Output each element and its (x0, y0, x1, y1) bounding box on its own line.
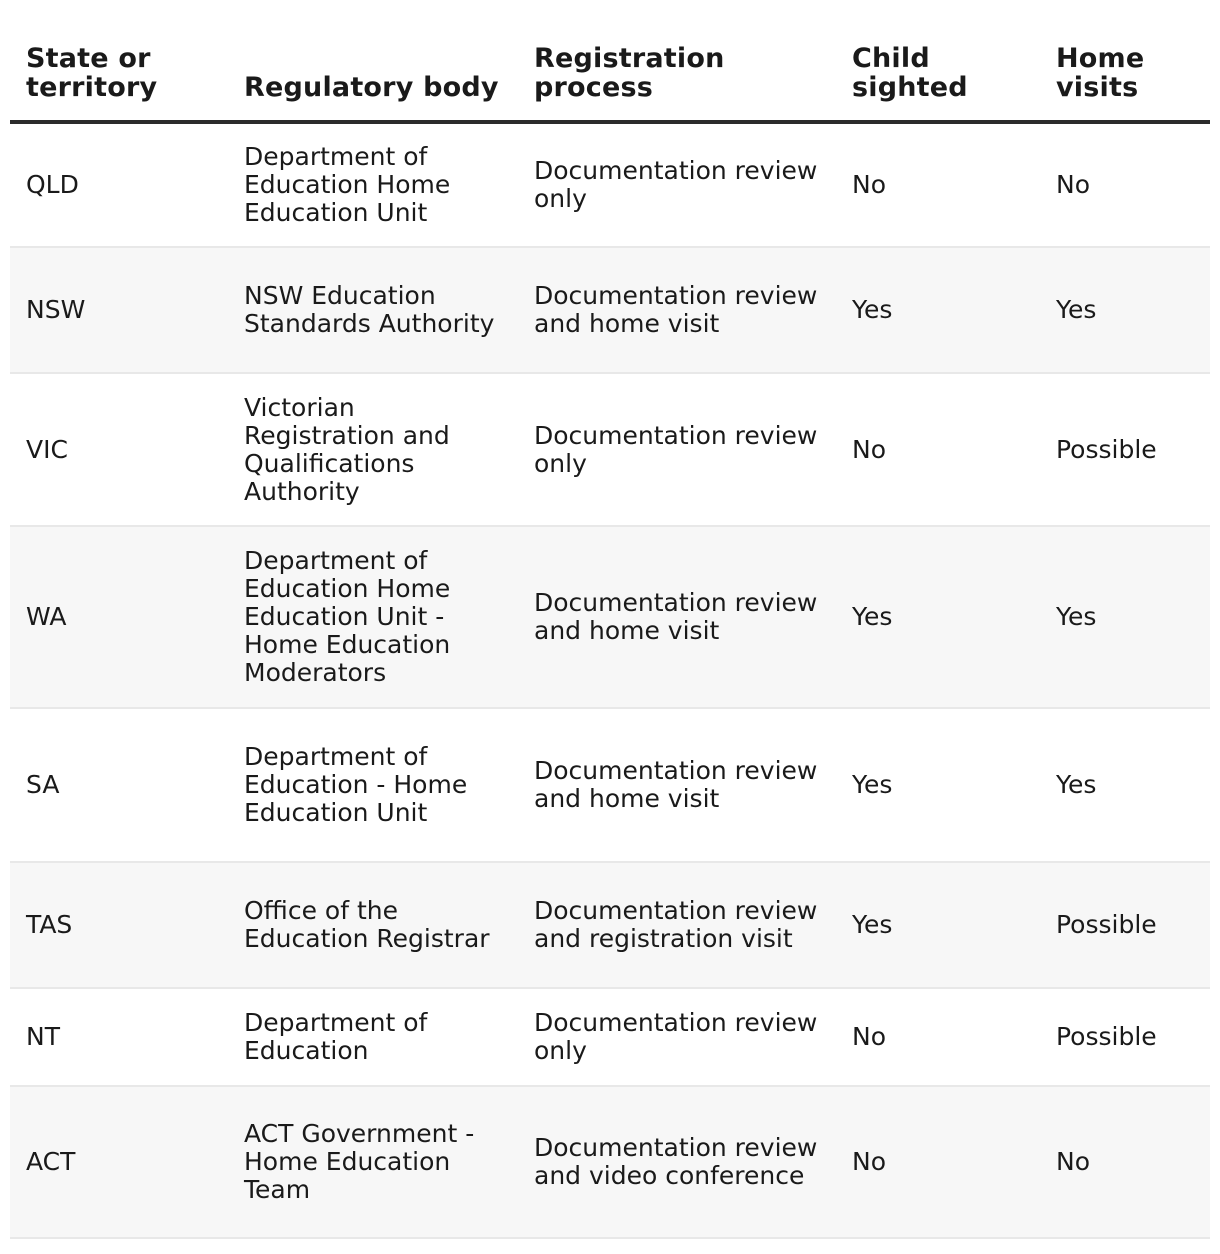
cell-registration-process: Documentation review and video conference (518, 1086, 836, 1238)
cell-child-sighted: No (836, 373, 1040, 526)
header-regulatory-body: Regulatory body (228, 0, 518, 122)
cell-home-visits: No (1040, 122, 1210, 247)
cell-child-sighted: Yes (836, 526, 1040, 708)
cell-child-sighted: No (836, 122, 1040, 247)
cell-child-sighted: Yes (836, 862, 1040, 988)
cell-home-visits: Possible (1040, 988, 1210, 1086)
cell-regulatory-body: Department of Education Home Education Unit - Home Education Moderators (228, 526, 518, 708)
cell-child-sighted: Yes (836, 708, 1040, 862)
cell-regulatory-body: Office of the Education Registrar (228, 862, 518, 988)
cell-home-visits: Yes (1040, 247, 1210, 373)
cell-state: ACT (10, 1086, 228, 1238)
cell-regulatory-body: Department of Education - Home Education Unit (228, 708, 518, 862)
cell-registration-process: Documentation review and home visit (518, 708, 836, 862)
registration-table-container (10, 0, 1210, 1239)
table-body (10, 122, 1210, 1238)
cell-registration-process: Documentation review and registration visit (518, 862, 836, 988)
cell-state: SA (10, 708, 228, 862)
cell-registration-process: Documentation review only (518, 373, 836, 526)
cell-state: NT (10, 988, 228, 1086)
cell-regulatory-body: Department of Education (228, 988, 518, 1086)
cell-state: NSW (10, 247, 228, 373)
cell-registration-process: Documentation review and home visit (518, 526, 836, 708)
cell-child-sighted: No (836, 1086, 1040, 1238)
cell-registration-process: Documentation review and home visit (518, 247, 836, 373)
cell-regulatory-body: Victorian Registration and Qualifications Authority (228, 373, 518, 526)
table-row (10, 373, 1210, 526)
table-row (10, 526, 1210, 708)
table-row (10, 988, 1210, 1086)
header-child-sighted: Child sighted (836, 0, 1040, 122)
cell-state: WA (10, 526, 228, 708)
cell-regulatory-body: Department of Education Home Education Unit (228, 122, 518, 247)
header-registration-process: Registration process (518, 0, 836, 122)
cell-state: QLD (10, 122, 228, 247)
table-header (10, 0, 1210, 122)
cell-registration-process: Documentation review only (518, 122, 836, 247)
header-row (10, 0, 1210, 122)
cell-child-sighted: No (836, 988, 1040, 1086)
cell-child-sighted: Yes (836, 247, 1040, 373)
header-state: State or territory (10, 0, 228, 122)
cell-home-visits: No (1040, 1086, 1210, 1238)
cell-home-visits: Yes (1040, 526, 1210, 708)
cell-registration-process: Documentation review only (518, 988, 836, 1086)
table-row (10, 862, 1210, 988)
cell-state: TAS (10, 862, 228, 988)
cell-home-visits: Yes (1040, 708, 1210, 862)
table-row (10, 247, 1210, 373)
cell-regulatory-body: NSW Education Standards Authority (228, 247, 518, 373)
table-row (10, 708, 1210, 862)
table-row (10, 1086, 1210, 1238)
cell-regulatory-body: ACT Government - Home Education Team (228, 1086, 518, 1238)
registration-table (10, 0, 1210, 1239)
cell-state: VIC (10, 373, 228, 526)
header-home-visits: Home visits (1040, 0, 1210, 122)
cell-home-visits: Possible (1040, 373, 1210, 526)
cell-home-visits: Possible (1040, 862, 1210, 988)
table-row (10, 122, 1210, 247)
